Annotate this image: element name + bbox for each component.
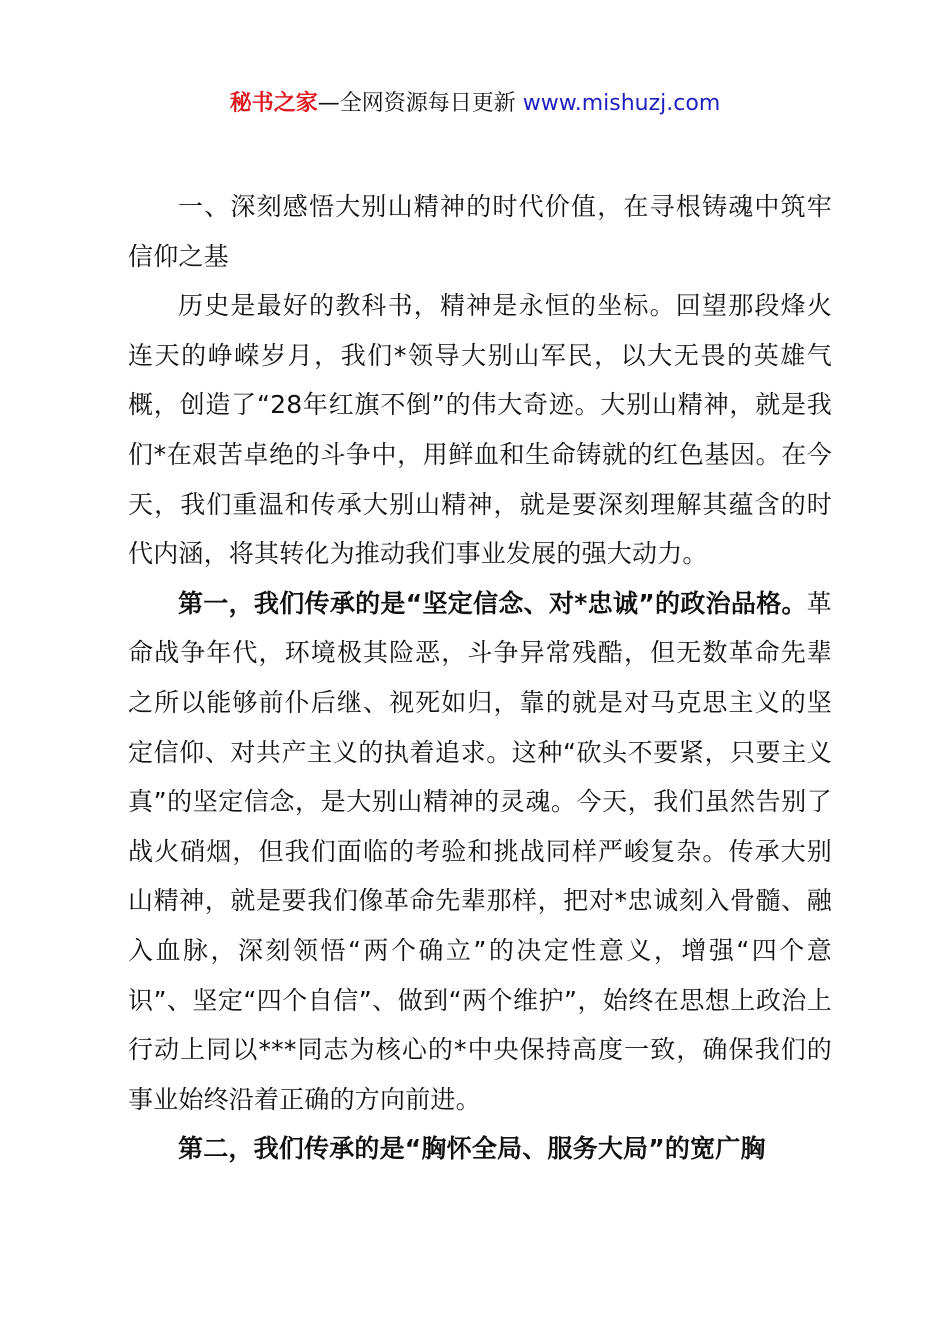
point-one-lead: 第一，我们传承的是“坚定信念、对*忠诚”的政治品格。 <box>178 588 807 618</box>
header-tagline: —全网资源每日更新 <box>317 91 516 116</box>
brand-name: 秘书之家 <box>229 91 318 116</box>
site-url-link[interactable]: www.mishuzj.com <box>522 91 721 116</box>
paragraph-point-two: 第二，我们传承的是“胸怀全局、服务大局”的宽广胸 <box>178 1134 766 1164</box>
page-header <box>0 88 950 120</box>
document-body <box>128 182 832 1174</box>
paragraph-history: 历史是最好的教科书，精神是永恒的坐标。回望那段烽火连天的峥嵘岁月，我们*领导大别山军民，以大无畏的英雄气概，创造了“28年红旗不倒”的伟大奇迹。大别山精神，就是我们*在艰苦卓绝的斗争中，用鲜血和生命铸就的红色基因。在今天，我们重温和传承大别山精神，就是要深刻理解其蕴含的时代内涵，将其转化为推动我们事业发展的强大动力。 <box>128 291 832 569</box>
point-one-body: 革命战争年代，环境极其险恶，斗争异常残酷，但无数革命先辈之所以能够前仆后继、视死如归，靠的就是对马克思主义的坚定信仰、对共产主义的执着追求。这种“砍头不要紧，只要主义真”的坚定信念，是大别山精神的灵魂。今天，我们虽然告别了战火硝烟，但我们面临的考验和挑战同样严峻复杂。传承大别山精神，就是要我们像革命先辈那样，把对*忠诚刻入骨髓、融入血脉，深刻领悟“两个确立”的决定性意义，增强“四个意识”、坚定“四个自信”、做到“两个维护”，始终在思想上政治上行动上同以***同志为核心的*中央保持高度一致，确保我们的事业始终沿着正确的方向前进。 <box>128 588 832 1114</box>
paragraph-point-one <box>128 579 832 1125</box>
section-heading: 一、深刻感悟大别山精神的时代价值，在寻根铸魂中筑牢信仰之基 <box>128 192 832 271</box>
